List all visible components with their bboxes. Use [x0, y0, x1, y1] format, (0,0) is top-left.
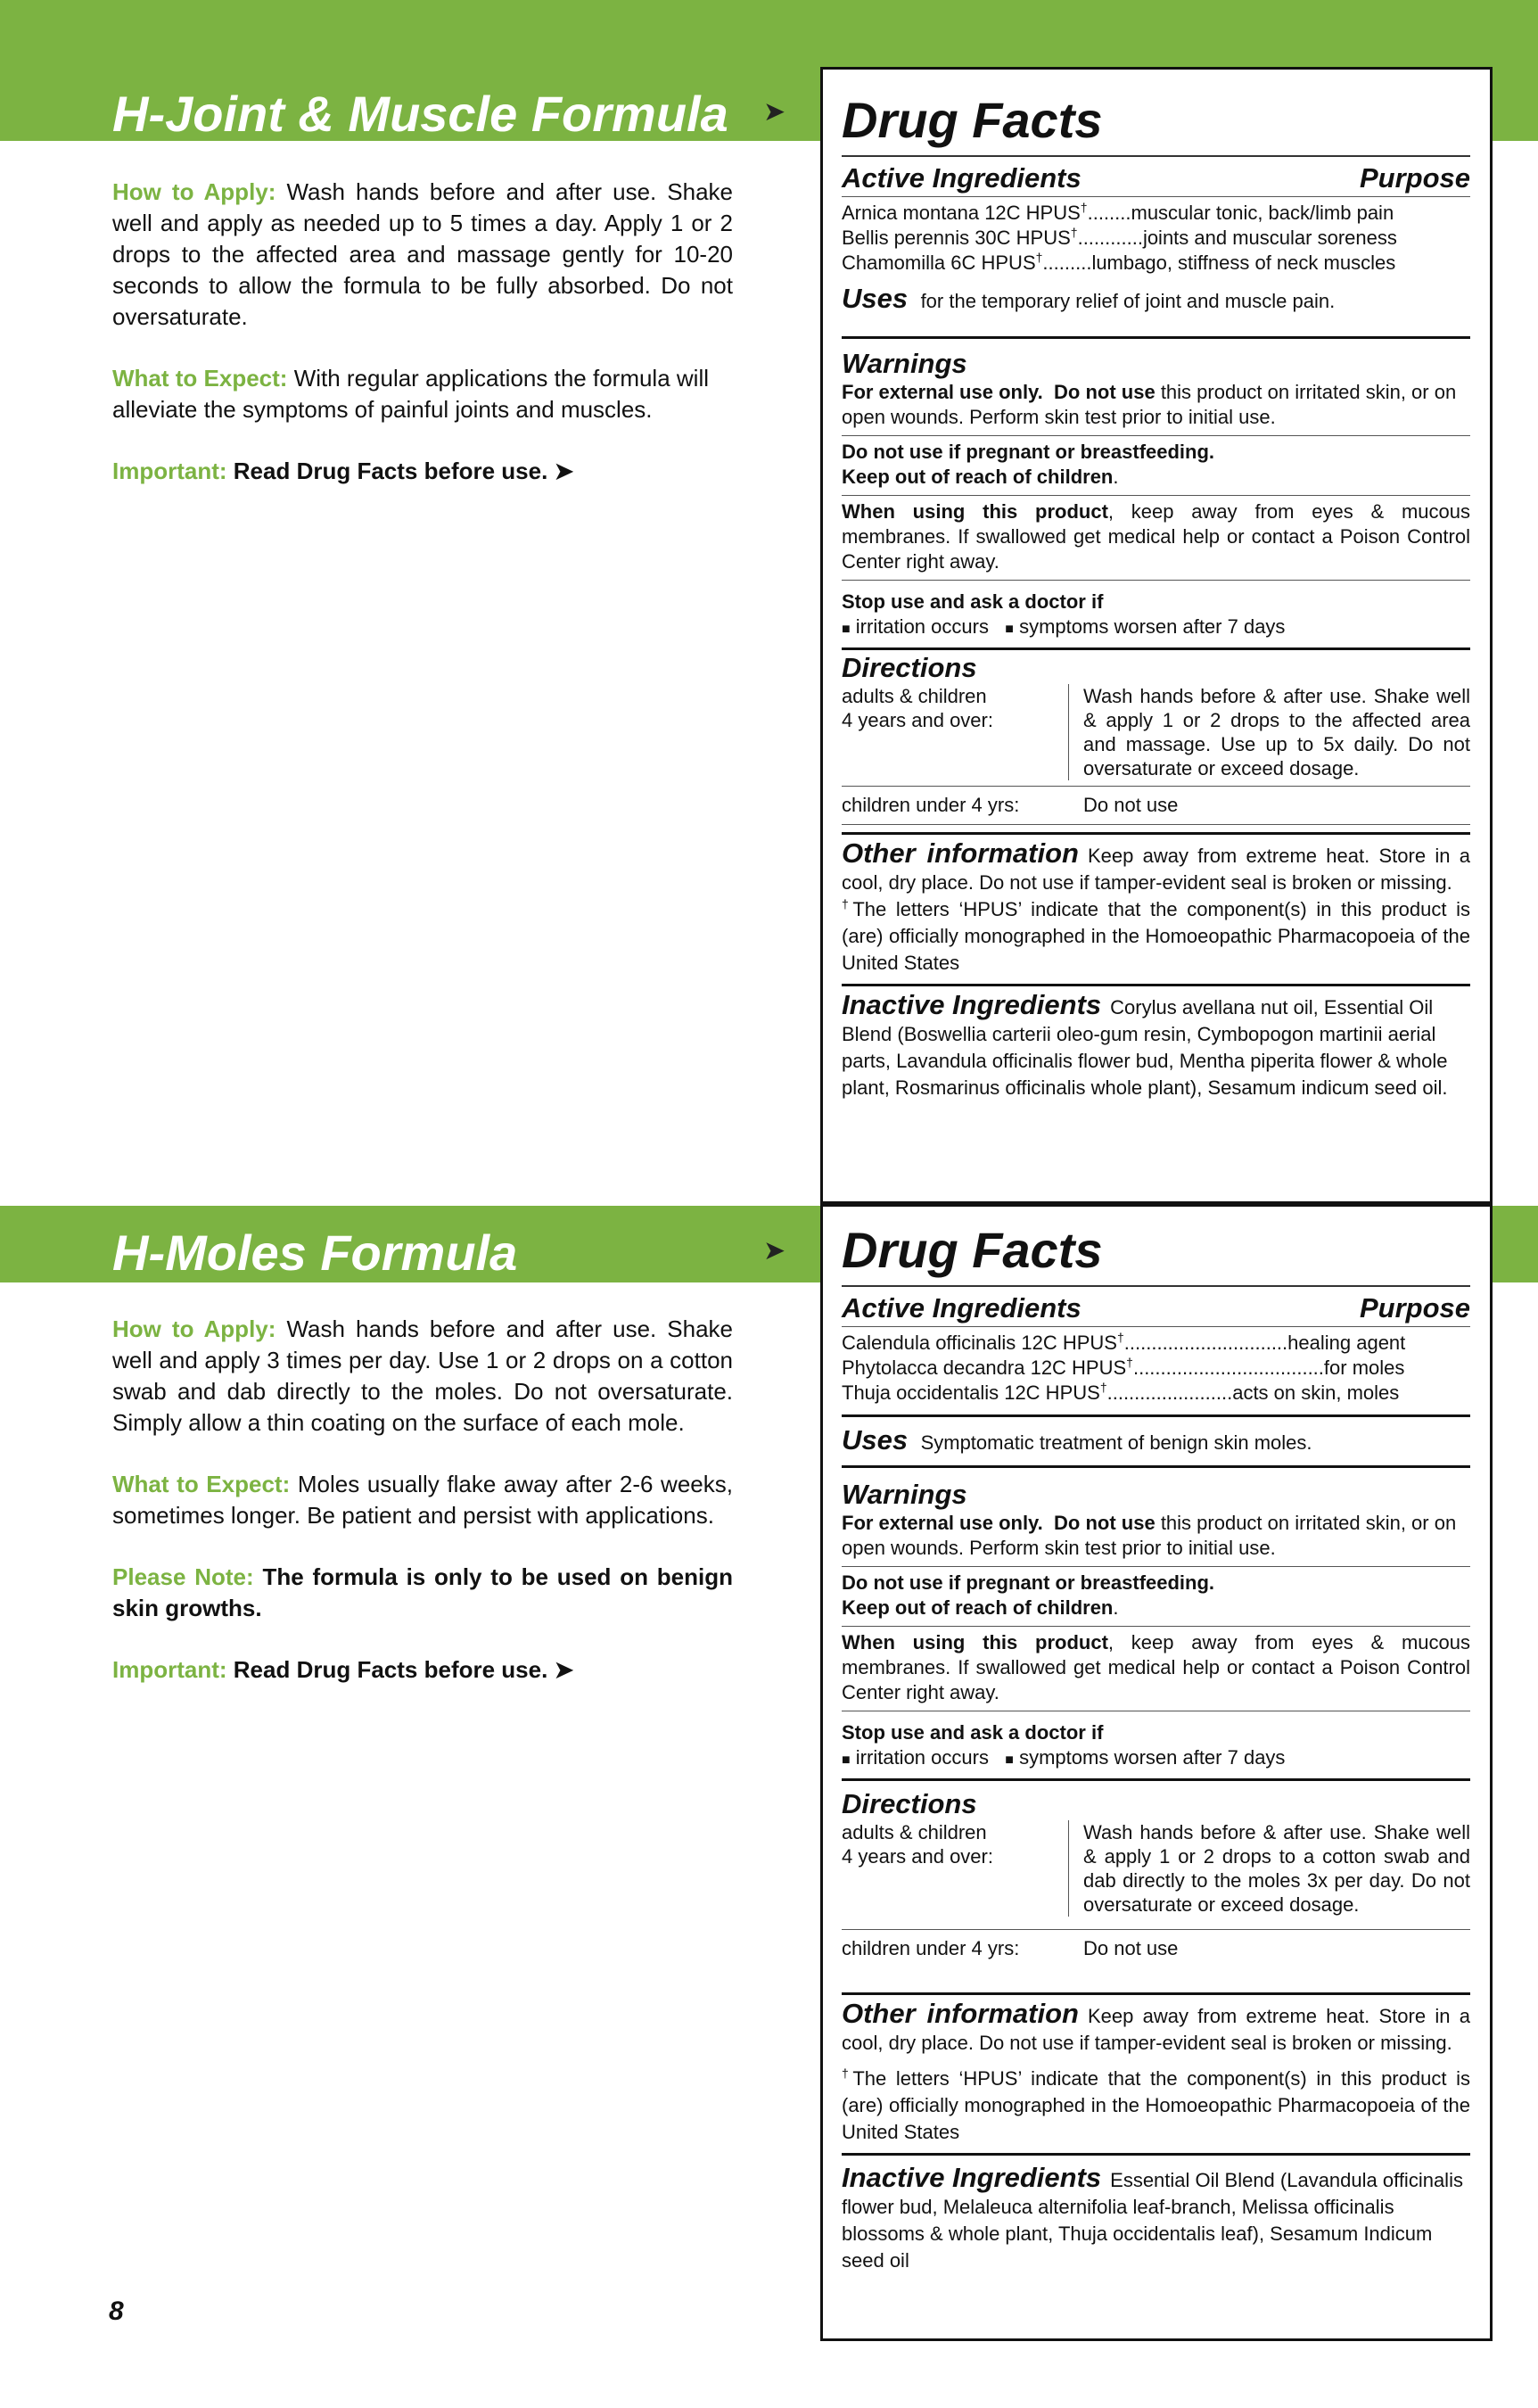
other-information-section [842, 835, 1470, 986]
directions-adults-row [842, 684, 1470, 786]
important-note [112, 1654, 733, 1686]
ingredient-line [842, 1356, 1470, 1381]
reach-of-children-warning: Keep out of reach of children [842, 466, 1114, 488]
what-to-expect [112, 1469, 733, 1531]
leader-dots: ....................... [1106, 1381, 1233, 1404]
inactive-ingredients-section [842, 986, 1470, 1109]
warnings-heading: Warnings [842, 348, 967, 379]
ingredient-line [842, 197, 1470, 226]
children-directions: Do not use [1083, 1937, 1179, 1959]
inactive-ingredients-text: Corylus avellana nut oil, Essential Oil Blend (Boswellia carterii oleo-gum resin, Cymbopogon martinii aerial parts, Lavandula officinalis flower bud, Mentha piperita flower & whole plant, Rosmarinus officinalis whole plant), Sesamum indicum seed oil. [842, 996, 1448, 1099]
directions-heading: Directions [842, 1788, 977, 1819]
please-note-text: The formula is only to be used on benign skin growths. [112, 1563, 733, 1621]
children-age-cell: children under 4 yrs: [842, 1937, 1020, 1959]
do-not-use-bold: Do not use [1054, 1512, 1156, 1534]
age-line-2: 4 years and over: [842, 1845, 993, 1868]
product-description-joint [112, 177, 733, 517]
arrow-icon: ➤ [554, 1656, 574, 1683]
dagger-mark: † [1126, 1355, 1133, 1370]
other-information-block [842, 837, 1470, 896]
period: . [1113, 466, 1119, 488]
uses-text: Symptomatic treatment of benign skin moles. [920, 1431, 1312, 1454]
ingredient-purpose: acts on skin, moles [1232, 1381, 1400, 1404]
dagger-mark: † [1035, 250, 1043, 265]
directions-age-cell [842, 684, 1069, 780]
active-ingredients-header [842, 1292, 1470, 1327]
ingredient-purpose: muscular tonic, back/limb pain [1131, 202, 1394, 224]
hpus-footnote [842, 2057, 1470, 2146]
active-ingredients-section [842, 1287, 1470, 1414]
period: . [1113, 1596, 1119, 1619]
product-title-moles: H-Moles Formula [112, 1225, 518, 1281]
leader-dots: ........ [1087, 202, 1131, 224]
ingredient-name: Thuja occidentalis 12C HPUS [842, 1381, 1100, 1404]
uses-heading: Uses [842, 283, 909, 314]
age-line-1: adults & children [842, 685, 987, 707]
dagger-mark: † [842, 896, 853, 911]
dagger-mark: † [1080, 200, 1088, 215]
what-to-expect-text: With regular applications the formula will alleviate the symptoms of painful joints and muscles. [112, 365, 709, 423]
directions-adults-row [842, 1820, 1470, 1929]
leader-dots: ................................... [1132, 1357, 1324, 1379]
what-to-expect [112, 363, 733, 425]
when-using-bold: When using this product [842, 500, 1108, 523]
dagger-mark: † [842, 2066, 853, 2081]
directions-text: Wash hands before & after use. Shake well & apply 1 or 2 drops to the affected area and massage. Use up to 5x daily. Do not oversaturate or exceed dosage. [1083, 685, 1470, 779]
how-to-apply [112, 177, 733, 333]
warnings-section [842, 339, 1470, 650]
warning-pregnancy [842, 436, 1470, 496]
uses-heading: Uses [842, 1424, 909, 1456]
directions-children-row [842, 786, 1470, 817]
other-information-heading: Other information [842, 837, 1079, 869]
pregnancy-warning: Do not use if pregnant or breastfeeding. [842, 441, 1215, 463]
product-description-moles [112, 1314, 733, 1716]
arrow-icon: ➤ [763, 1236, 786, 1266]
directions-children-row [842, 1929, 1470, 1960]
ingredient-line [842, 251, 1470, 276]
inactive-ingredients-heading: Inactive Ingredients [842, 989, 1102, 1020]
warning-external-use [842, 380, 1470, 436]
ingredient-name: Arnica montana 12C HPUS [842, 202, 1081, 224]
ingredient-purpose: lumbago, stiffness of neck muscles [1091, 252, 1396, 274]
active-ingredients-header [842, 162, 1470, 197]
what-to-expect-label: What to Expect: [112, 365, 288, 392]
ingredient-line [842, 226, 1470, 251]
dagger-mark: † [1099, 1380, 1107, 1395]
directions-section [842, 1781, 1470, 1995]
other-information-block [842, 2000, 1470, 2057]
drug-facts-box-joint [820, 67, 1493, 1204]
warning-stop-use [842, 581, 1470, 650]
inactive-ingredients-block [842, 2162, 1470, 2274]
active-ingredients-section [842, 157, 1470, 277]
stop-use-bullet: irritation occurs [855, 615, 989, 638]
stop-use-bullet: symptoms worsen after 7 days [1019, 615, 1286, 638]
leader-dots: ............ [1077, 227, 1143, 249]
ingredient-name: Chamomilla 6C HPUS [842, 252, 1036, 274]
arrow-icon: ➤ [554, 458, 574, 484]
drug-facts-box-moles [820, 1204, 1493, 2341]
what-to-expect-text: Moles usually flake away after 2-6 weeks, sometimes longer. Be patient and persist with applications. [112, 1471, 733, 1529]
footnote-text: The letters ‘HPUS’ indicate that the component(s) in this product is (are) officially monographed in the Homoeopathic Pharmacopoeia of the United States [842, 898, 1470, 974]
warning-stop-use [842, 1711, 1470, 1781]
how-to-apply-text: Wash hands before and after use. Shake well and apply as needed up to 5 times a day. Apply 1 or 2 drops to the affected area and massage gently for 10-20 seconds to allow the formula to be fully absorbed. Do not oversaturate. [112, 178, 734, 330]
ingredient-line [842, 1381, 1470, 1406]
please-note-label: Please Note: [112, 1563, 254, 1590]
warning-when-using [842, 1627, 1470, 1711]
warning-when-using [842, 496, 1470, 581]
directions-section [842, 650, 1470, 835]
what-to-expect-label: What to Expect: [112, 1471, 291, 1497]
stop-use-bullet: symptoms worsen after 7 days [1019, 1746, 1286, 1769]
how-to-apply-label: How to Apply: [112, 1315, 276, 1342]
dagger-mark: † [1070, 225, 1078, 240]
warning-external-use [842, 1511, 1470, 1567]
divider [842, 824, 1470, 825]
bullet-icon: ■ [1005, 1752, 1014, 1768]
stop-use-heading: Stop use and ask a doctor if [842, 1721, 1104, 1744]
footnote-text: The letters ‘HPUS’ indicate that the component(s) in this product is (are) officially monographed in the Homoeopathic Pharmacopoeia of the United States [842, 2067, 1470, 2143]
ingredient-purpose: joints and muscular soreness [1142, 227, 1397, 249]
leader-dots: ......... [1042, 252, 1092, 274]
ingredient-line [842, 1327, 1470, 1356]
stop-use-bullet: irritation occurs [855, 1746, 989, 1769]
purpose-heading: Purpose [1359, 162, 1470, 194]
warning-pregnancy [842, 1567, 1470, 1627]
drug-facts-title: Drug Facts [842, 1207, 1470, 1287]
ingredient-name: Phytolacca decandra 12C HPUS [842, 1357, 1127, 1379]
how-to-apply-label: How to Apply: [112, 178, 276, 205]
leader-dots: .............................. [1123, 1332, 1288, 1354]
ingredient-name: Bellis perennis 30C HPUS [842, 227, 1071, 249]
bullet-icon: ■ [842, 622, 851, 637]
other-information-section [842, 1995, 1470, 2156]
product-title-joint: H-Joint & Muscle Formula [112, 86, 728, 142]
children-age-cell: children under 4 yrs: [842, 794, 1020, 816]
warnings-section [842, 1468, 1470, 1781]
purpose-heading: Purpose [1359, 1292, 1470, 1324]
pregnancy-warning: Do not use if pregnant or breastfeeding. [842, 1571, 1215, 1594]
dagger-mark: † [1116, 1330, 1124, 1345]
when-using-text: , keep away from eyes & mucous membranes. If swallowed get medical help or contact a Poison Control Center right away. [842, 500, 1470, 573]
age-line-2: 4 years and over: [842, 709, 993, 731]
warnings-heading: Warnings [842, 1479, 967, 1510]
do-not-use-bold: Do not use [1054, 381, 1156, 403]
directions-age-cell [842, 1820, 1069, 1917]
inactive-ingredients-section [842, 2156, 1470, 2281]
inactive-ingredients-text: Essential Oil Blend (Lavandula officinalis flower bud, Melaleuca alternifolia leaf-branch, Melissa officinalis blossoms & whole plant, Thuja occidentalis leaf), Sesamum Indicum seed oil [842, 2169, 1463, 2272]
inactive-ingredients-block [842, 989, 1470, 1101]
page-number: 8 [109, 2297, 124, 2326]
other-information-text: Keep away from extreme heat. Store in a cool, dry place. Do not use if tamper-evident seal is broken or missing. [842, 845, 1470, 894]
important-label: Important: [112, 458, 227, 484]
important-label: Important: [112, 1656, 227, 1683]
stop-use-heading: Stop use and ask a doctor if [842, 590, 1104, 613]
directions-heading: Directions [842, 652, 977, 683]
bullet-icon: ■ [842, 1752, 851, 1768]
important-text: Read Drug Facts before use. [233, 1656, 548, 1683]
external-use-bold: For external use only. [842, 381, 1043, 403]
ingredient-name: Calendula officinalis 12C HPUS [842, 1332, 1117, 1354]
active-ingredients-heading: Active Ingredients [842, 1292, 1082, 1324]
uses-text: for the temporary relief of joint and muscle pain. [920, 290, 1336, 312]
ingredient-purpose: for moles [1323, 1357, 1405, 1379]
how-to-apply-text: Wash hands before and after use. Shake well and apply 3 times per day. Use 1 or 2 drops on a cotton swab and dab directly to the moles. Do not oversaturate. Simply allow a thin coating on the surface of each mole. [112, 1315, 734, 1436]
when-using-text: , keep away from eyes & mucous membranes. If swallowed get medical help or contact a Poison Control Center right away. [842, 1631, 1470, 1703]
children-directions: Do not use [1083, 794, 1179, 816]
when-using-bold: When using this product [842, 1631, 1108, 1653]
arrow-icon: ➤ [763, 97, 786, 127]
important-note [112, 456, 733, 487]
active-ingredients-heading: Active Ingredients [842, 162, 1082, 194]
other-information-heading: Other information [842, 1998, 1079, 2029]
external-use-bold: For external use only. [842, 1512, 1043, 1534]
reach-of-children-warning: Keep out of reach of children [842, 1596, 1114, 1619]
uses-section [842, 277, 1470, 339]
external-use-text: this product on irritated skin, or on open wounds. Perform skin test prior to initial use. [842, 1512, 1457, 1559]
please-note [112, 1562, 733, 1624]
how-to-apply [112, 1314, 733, 1439]
drug-facts-title: Drug Facts [842, 70, 1470, 157]
uses-section [842, 1414, 1470, 1468]
hpus-footnote [842, 896, 1470, 977]
bullet-icon: ■ [1005, 622, 1014, 637]
external-use-text: this product on irritated skin, or on open wounds. Perform skin test prior to initial use. [842, 381, 1457, 428]
other-information-text: Keep away from extreme heat. Store in a cool, dry place. Do not use if tamper-evident seal is broken or missing. [842, 2005, 1470, 2054]
inactive-ingredients-heading: Inactive Ingredients [842, 2162, 1102, 2193]
ingredient-purpose: healing agent [1287, 1332, 1406, 1354]
important-text: Read Drug Facts before use. [233, 458, 548, 484]
age-line-1: adults & children [842, 1821, 987, 1843]
directions-text: Wash hands before & after use. Shake well & apply 1 or 2 drops to a cotton swab and dab directly to the moles 3x per day. Do not oversaturate or exceed dosage. [1083, 1821, 1470, 1916]
